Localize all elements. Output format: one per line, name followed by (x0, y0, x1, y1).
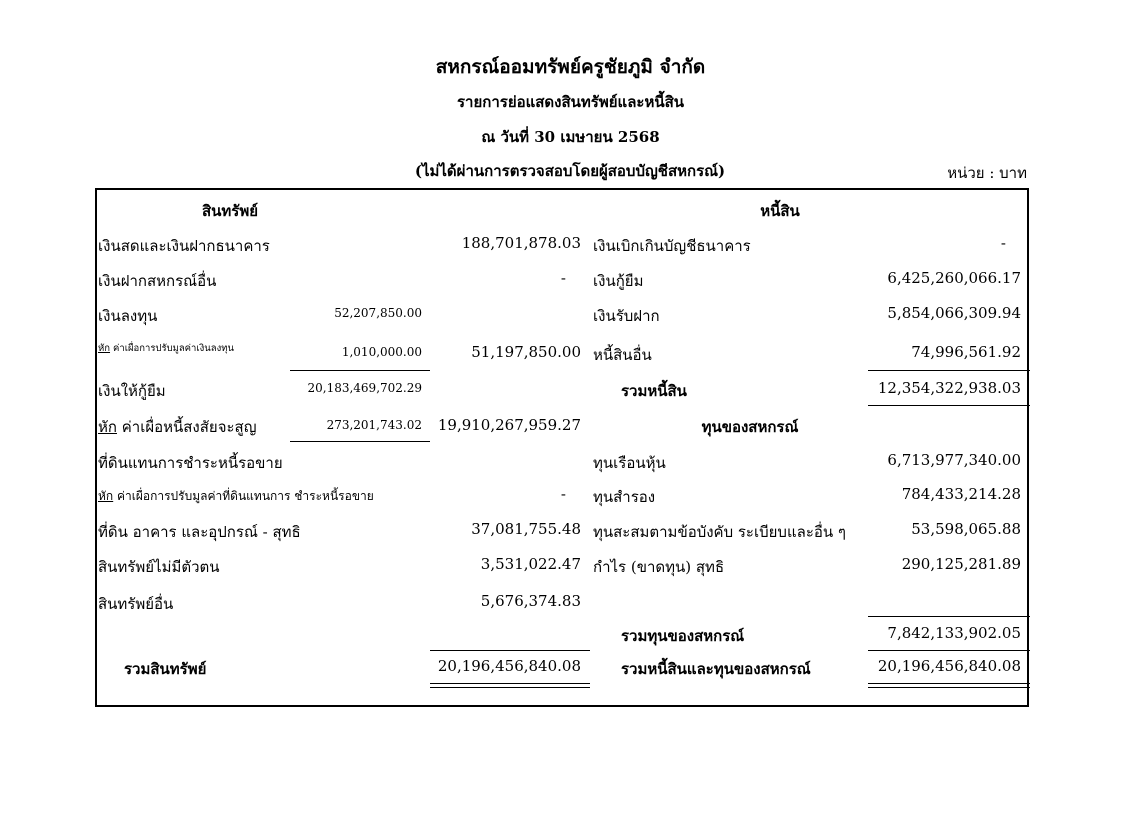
liabilities-heading: หนี้สิน (760, 202, 800, 220)
unit-label: หน่วย : บาท (947, 164, 1027, 182)
invest-gross: 52,207,850.00 (334, 306, 422, 320)
borrow: 6,425,260,066.17 (887, 269, 1021, 287)
loans-net: 19,910,267,959.27 (437, 416, 581, 434)
overdraft-label: เงินเบิกเกินบัญชีธนาคาร (593, 237, 751, 255)
total-equity-label: รวมทุนของสหกรณ์ (621, 627, 745, 645)
equity-heading: ทุนของสหกรณ์ (701, 418, 799, 436)
invest-less-text: ค่าเผื่อการปรับมูลค่าเงินลงทุน (110, 343, 234, 354)
assets-heading: สินทรัพย์ (201, 202, 259, 220)
audit-note: (ไม่ได้ผ่านการตรวจสอบโดยผู้สอบบัญชีสหกรณ์) (414, 162, 726, 180)
less-word: หัก (98, 489, 114, 503)
cash-label: เงินสดและเงินฝากธนาคาร (98, 237, 270, 255)
ppe-total: 37,081,755.48 (471, 520, 581, 538)
shares-label: ทุนเรือนหุ้น (593, 454, 666, 472)
assets-total-doubleline (430, 683, 590, 688)
loans-gross: 20,183,469,702.29 (307, 381, 422, 395)
overdraft: - (1000, 234, 1006, 252)
dep-coop-label: เงินฝากสหกรณ์อื่น (98, 272, 217, 290)
total-liab-label: รวมหนี้สิน (621, 382, 687, 400)
report-subtitle: รายการย่อแสดงสินทรัพย์และหนี้สิน (456, 93, 684, 111)
grand-total-label: รวมหนี้สินและทุนของสหกรณ์ (621, 660, 811, 678)
equity-total-bottomline (868, 650, 1030, 651)
other-liab: 74,996,561.92 (911, 343, 1021, 361)
intangible-total: 3,531,022.47 (480, 555, 581, 573)
land-debt-net: - (560, 485, 566, 503)
less-word: หัก (98, 418, 117, 436)
shares: 6,713,977,340.00 (887, 451, 1021, 469)
loans-less-text: ค่าเผื่อหนี้สงสัยจะสูญ (116, 418, 257, 436)
loans-label: เงินให้กู้ยืม (98, 382, 166, 400)
land-debt-less-label (98, 487, 374, 506)
ppe-label: ที่ดิน อาคาร และอุปกรณ์ - สุทธิ (98, 523, 301, 541)
total-assets-label: รวมสินทรัพย์ (124, 660, 207, 678)
liab-total-topline (868, 370, 1030, 371)
invest-label: เงินลงทุน (98, 307, 158, 325)
loans-less-label (98, 415, 256, 439)
deposit-label: เงินรับฝาก (593, 307, 660, 325)
loans-underline (290, 441, 430, 442)
land-debt-label: ที่ดินแทนการชำระหนี้รอขาย (98, 454, 283, 472)
borrow-label: เงินกู้ยืม (593, 272, 644, 290)
profit: 290,125,281.89 (901, 555, 1021, 573)
invest-less: 1,010,000.00 (341, 345, 422, 359)
other-liab-label: หนี้สินอื่น (593, 346, 652, 364)
dep-coop-total: - (560, 269, 566, 287)
accum-label: ทุนสะสมตามข้อบังคับ ระเบียบและอื่น ๆ (593, 523, 846, 541)
invest-net: 51,197,850.00 (471, 343, 581, 361)
other-assets-total: 5,676,374.83 (480, 592, 581, 610)
reserve: 784,433,214.28 (901, 485, 1021, 503)
total-equity: 7,842,133,902.05 (887, 624, 1021, 642)
liab-total-bottomline (868, 405, 1030, 406)
total-liab: 12,354,322,938.03 (877, 379, 1021, 397)
intangible-label: สินทรัพย์ไม่มีตัวตน (98, 558, 220, 576)
invest-less-label (98, 341, 234, 356)
land-debt-less-text: ค่าเผื่อการปรับมูลค่าที่ดินแทนการ ชำระหนี้รอขาย (113, 489, 374, 503)
reserve-label: ทุนสำรอง (593, 488, 656, 506)
invest-underline (290, 370, 430, 371)
deposit: 5,854,066,309.94 (887, 304, 1021, 322)
grand-total-doubleline (868, 683, 1030, 688)
accum: 53,598,065.88 (911, 520, 1021, 538)
assets-total-topline (430, 650, 590, 651)
total-assets: 20,196,456,840.08 (437, 657, 581, 675)
org-title: สหกรณ์ออมทรัพย์ครูชัยภูมิ จำกัด (435, 56, 706, 78)
cash-total: 188,701,878.03 (461, 234, 581, 252)
equity-total-topline (868, 616, 1030, 617)
profit-label: กำไร (ขาดทุน) สุทธิ (593, 558, 725, 576)
loans-less: 273,201,743.02 (326, 418, 422, 432)
report-date: ณ วันที่ 30 เมษายน 2568 (481, 128, 660, 146)
less-word: หัก (98, 343, 111, 354)
other-assets-label: สินทรัพย์อื่น (98, 595, 174, 613)
grand-total: 20,196,456,840.08 (877, 657, 1021, 675)
